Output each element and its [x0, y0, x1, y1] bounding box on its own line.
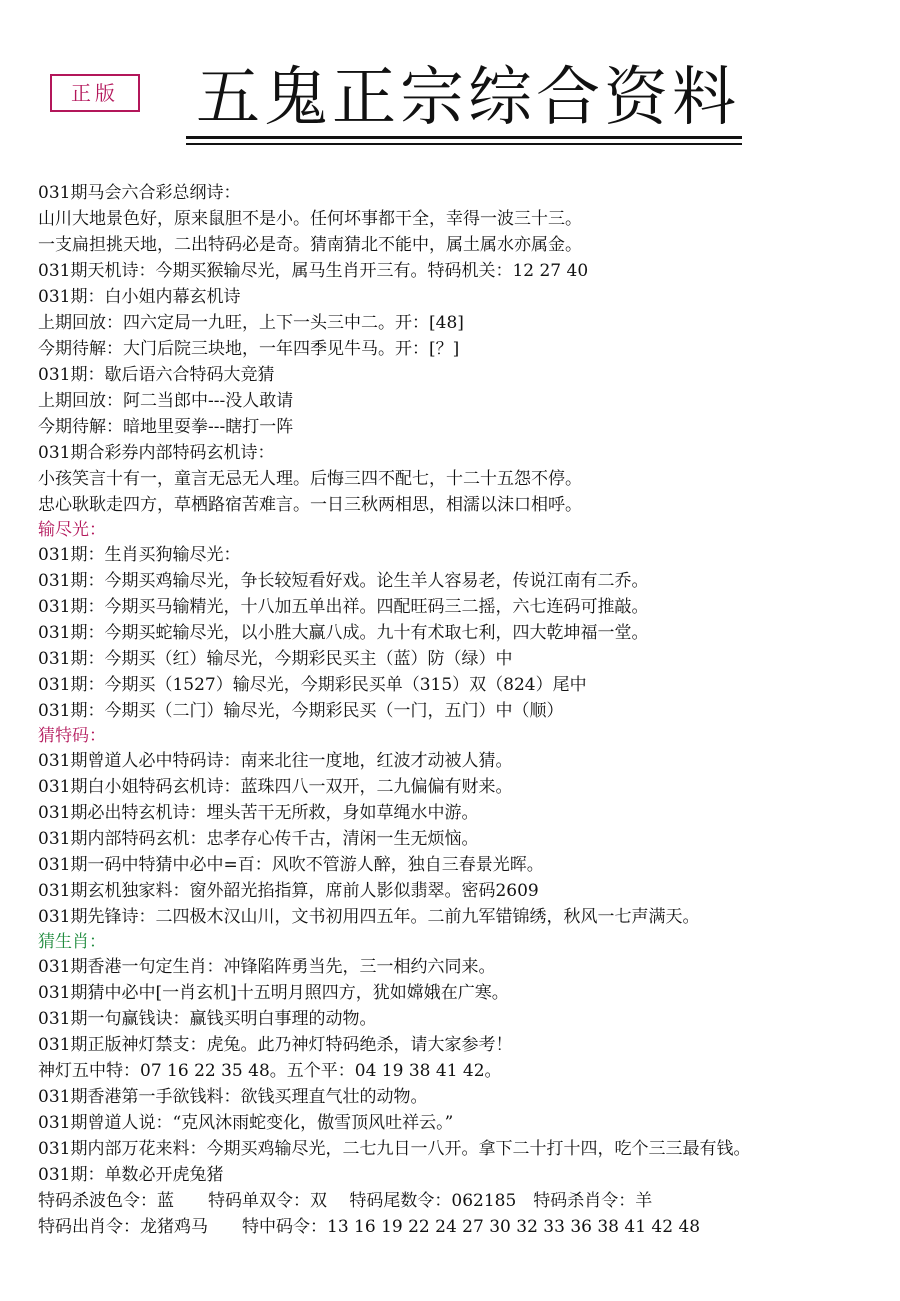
section-guess-zodiac — [38, 930, 888, 1240]
text-line: 031期内部特码玄机：忠孝存心传千古，清闲一生无烦恼。 — [38, 829, 479, 849]
text-line: 031期：歇后语六合特码大竞猜 — [38, 365, 275, 385]
authentic-badge — [50, 74, 140, 112]
section-heading: 猜特码： — [38, 726, 106, 746]
title-underline-thin — [186, 143, 742, 145]
title-underline-thick — [186, 136, 742, 139]
main-content — [38, 180, 888, 1240]
text-line: 山川大地景色好，原来鼠胆不是小。任何坏事都干全，幸得一波三十三。 — [38, 209, 582, 229]
text-line: 031期：今期买（红）输尽光，今期彩民买主（蓝）防（绿）中 — [38, 649, 513, 669]
text-line: 031期：单数必开虎兔猪 — [38, 1165, 224, 1185]
text-line: 031期：白小姐内幕玄机诗 — [38, 287, 241, 307]
text-line: 今期待解：大门后院三块地，一年四季见牛马。开：[？] — [38, 339, 460, 359]
text-line: 031期合彩券内部特码玄机诗： — [38, 443, 275, 463]
text-line: 031期：今期买马输精光，十八加五单出祥。四配旺码三二摇，六七连码可推敲。 — [38, 597, 649, 617]
text-line: 忠心耿耿走四方，草栖路宿苦难言。一日三秋两相思，相濡以沫口相呼。 — [38, 495, 582, 515]
intro-block — [38, 180, 888, 518]
text-line: 一支扁担挑天地，二出特码必是奇。猜南猜北不能中，属土属水亦属金。 — [38, 235, 582, 255]
badge-label: 正版 — [71, 81, 119, 105]
text-line: 上期回放：阿二当郎中---没人敢请 — [38, 391, 294, 411]
text-line: 031期一码中特猜中必中=百：风吹不管游人醉，独自三春景光晖。 — [38, 855, 544, 875]
text-line: 今期待解：暗地里耍拳---瞎打一阵 — [38, 417, 294, 437]
text-line: 031期一句赢钱诀：赢钱买明白事理的动物。 — [38, 1009, 377, 1029]
text-line: 神灯五中特：07 16 22 35 48。五个平：04 19 38 41 42。 — [38, 1061, 502, 1081]
text-line: 031期内部万花来料：今期买鸡输尽光，二七九日一八开。拿下二十打十四，吃个三三最有钱。 — [38, 1139, 751, 1159]
text-line: 031期曾道人说：“克风沐雨蛇变化，傲雪顶风吐祥云。” — [38, 1113, 454, 1133]
page-title: 五鬼正宗综合资料 — [196, 61, 740, 135]
text-line: 031期白小姐特码玄机诗：蓝珠四八一双开，二九偏偏有财来。 — [38, 777, 513, 797]
section-heading: 输尽光： — [38, 520, 106, 540]
section-guess-special-number — [38, 724, 888, 930]
text-line: 上期回放：四六定局一九旺，上下一头三中二。开：[48] — [38, 313, 464, 333]
text-line: 031期天机诗：今期买猴输尽光，属马生肖开三有。特码机关：12 27 40 — [38, 261, 589, 281]
text-line: 031期：今期买（二门）输尽光，今期彩民买（一门，五门）中（顺） — [38, 701, 564, 721]
text-line: 031期正版神灯禁支：虎兔。此乃神灯特码绝杀，请大家参考！ — [38, 1035, 513, 1055]
text-line: 特码杀波色令：蓝 特码单双令：双 特码尾数令：062185 特码杀肖令：羊 — [38, 1191, 653, 1211]
text-line: 031期：今期买（1527）输尽光，今期彩民买单（315）双（824）尾中 — [38, 675, 587, 695]
text-line: 031期先锋诗：二四极木汉山川，文书初用四五年。二前九军错锦绣，秋风一七声满天。 — [38, 907, 700, 927]
text-line: 031期马会六合彩总纲诗： — [38, 183, 241, 203]
text-line: 031期猜中必中[一肖玄机]十五明月照四方，犹如嫦娥在广寒。 — [38, 983, 509, 1003]
section-lose-all — [38, 518, 888, 724]
text-line: 031期：今期买蛇输尽光，以小胜大赢八成。九十有术取七利，四大乾坤福一堂。 — [38, 623, 649, 643]
text-line: 031期玄机独家料：窗外韶光掐指算，席前人影似翡翠。密码2609 — [38, 881, 539, 901]
text-line: 特码出肖令：龙猪鸡马 特中码令：13 16 19 22 24 27 30 32 33 36 38 41 42 48 — [38, 1217, 701, 1237]
text-line: 031期：今期买鸡输尽光，争长较短看好戏。论生羊人容易老，传说江南有二乔。 — [38, 571, 649, 591]
text-line: 031期：生肖买狗输尽光： — [38, 545, 241, 565]
section-heading: 猜生肖： — [38, 932, 106, 952]
text-line: 031期曾道人必中特码诗：南来北往一度地，红波才动被人猜。 — [38, 751, 513, 771]
text-line: 031期香港第一手欲钱料：欲钱买理直气壮的动物。 — [38, 1087, 428, 1107]
text-line: 031期香港一句定生肖：冲锋陷阵勇当先，三一相约六同来。 — [38, 957, 496, 977]
text-line: 小孩笑言十有一，童言无忌无人理。后悔三四不配七，十二十五怨不停。 — [38, 469, 582, 489]
text-line: 031期必出特玄机诗：埋头苦干无所救，身如草绳水中游。 — [38, 803, 479, 823]
